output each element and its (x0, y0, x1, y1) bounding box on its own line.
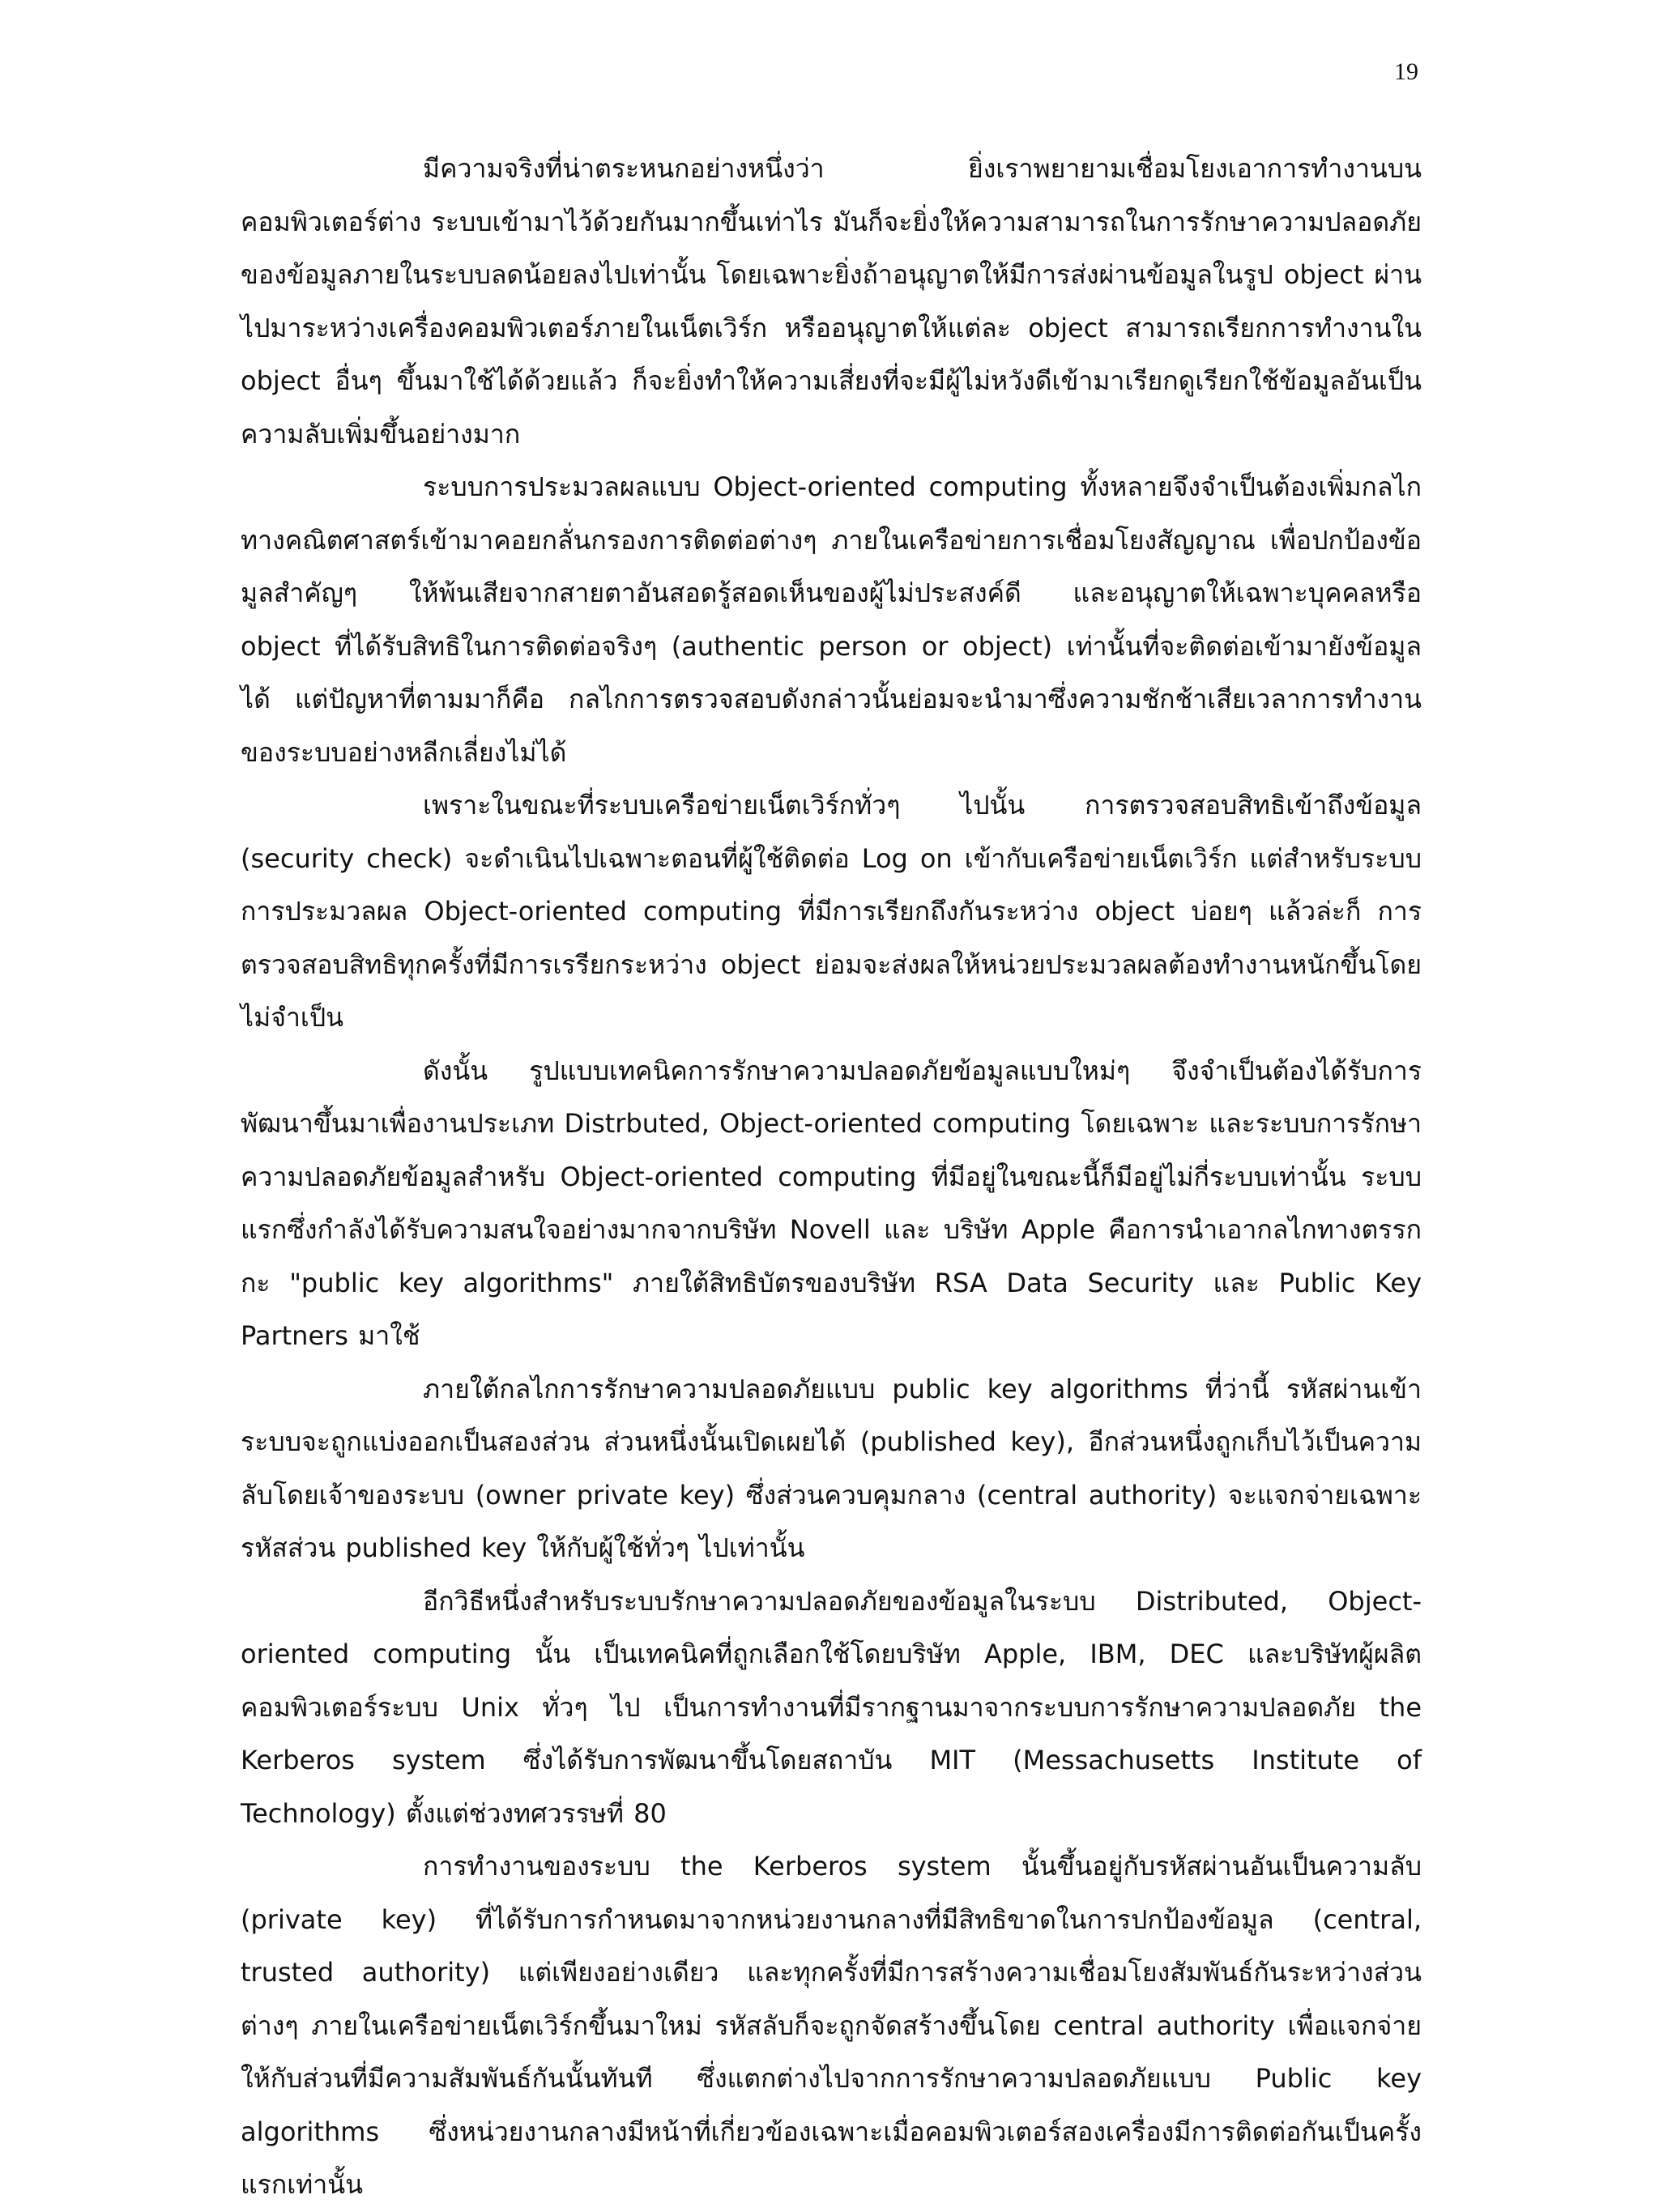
paragraph-kerberos-intro: อีกวิธีหนึ่งสำหรับระบบรักษาความปลอดภัยของข้อมูลในระบบ Distributed, Object-oriented computing นั้น เป็นเทคนิคที่ถูกเลือกใช้โดยบริษัท Apple, IBM, DEC และบริษัทผู้ผลิตคอมพิวเตอร์ระบบ Unix ทั่วๆ ไป เป็นการทำงานที่มีรากฐานมาจากระบบการรักษาความปลอดภัย the Kerberos system ซึ่งได้รับการพัฒนาขึ้นโดยสถาบัน MIT (Messachusetts Institute of Technology) ตั้งแต่ช่วงทศวรรษที่ 80 (241, 1585, 1422, 1829)
paragraph-public-key-detail: ภายใต้กลไกการรักษาความปลอดภัยแบบ public key algorithms ที่ว่านี้ รหัสผ่านเข้าระบบจะถูกแบ่งออกเป็นสองส่วน ส่วนหนึ่งนั้นเปิดเผยได้ (published key), อีกส่วนหนึ่งถูกเก็บไว้เป็นความลับโดยเจ้าของระบบ (owner private key) ซึ่งส่วนควบคุมกลาง (central authority) จะแจกจ่ายเฉพาะรหัสส่วน published key ให้กับผู้ใช้ทั่วๆ ไปเท่านั้น (241, 1373, 1422, 1563)
paragraph-kerberos-detail: การทำงานของระบบ the Kerberos system นั้นขึ้นอยู่กับรหัสผ่านอันเป็นความลับ (private key) ที่ได้รับการกำหนดมาจากหน่วยงานกลางที่มีสิทธิขาดในการปกป้องข้อมูล (central, trusted authority) แต่เพียงอย่างเดียว และทุกครั้งที่มีการสร้างความเชื่อมโยงสัมพันธ์กันระหว่างส่วนต่างๆ ภายในเครือข่ายเน็ตเวิร์กขึ้นมาใหม่ รหัสลับก็จะถูกจัดสร้างขึ้นโดย central authority เพื่อแจกจ่ายให้กับส่วนที่มีความสัมพันธ์กันนั้นทันที ซึ่งแตกต่างไปจากการรักษาความปลอดภัยแบบ Public key algorithms ซึ่งหน่วยงานกลางมีหน้าที่เกี่ยวข้องเฉพาะเมื่อคอมพิวเตอร์สองเครื่องมีการติดต่อกันเป็นครั้งแรกเท่านั้น (241, 1851, 1422, 2200)
paragraph-security-risk: มีความจริงที่น่าตระหนกอย่างหนึ่งว่า ยิ่งเราพยายามเชื่อมโยงเอาการทำงานบนคอมพิวเตอร์ต่าง ระบบเข้ามาไว้ด้วยกันมากขึ้นเท่าไร มันก็จะยิ่งให้ความสามารถในการรักษาความปลอดภัยของข้อมูลภายในระบบลดน้อยลงไปเท่านั้น โดยเฉพาะยิ่งถ้าอนุญาตให้มีการส่งผ่านข้อมูลในรูป object ผ่านไปมาระหว่างเครื่องคอมพิวเตอร์ภายในเน็ตเวิร์ก หรืออนุญาตให้แต่ละ object สามารถเรียกการทำงานใน object อื่นๆ ขึ้นมาใช้ได้ด้วยแล้ว ก็จะยิ่งทำให้ความเสี่ยงที่จะมีผู้ไม่หวังดีเข้ามาเรียกดูเรียกใช้ข้อมูลอันเป็นความลับเพิ่มขึ้นอย่างมาก (241, 153, 1422, 450)
paragraph-security-check: เพราะในขณะที่ระบบเครือข่ายเน็ตเวิร์กทั่วๆ ไปนั้น การตรวจสอบสิทธิเข้าถึงข้อมูล (security check) จะดำเนินไปเฉพาะตอนที่ผู้ใช้ติดต่อ Log on เข้ากับเครือข่ายเน็ตเวิร์ก แต่สำหรับระบบการประมวลผล Object-oriented computing ที่มีการเรียกถึงกันระหว่าง object บ่อยๆ แล้วล่ะก็ การตรวจสอบสิทธิทุกครั้งที่มีการเรรียกระหว่าง object ย่อมจะส่งผลให้หน่วยประมวลผลต้องทำงานหนักขึ้นโดยไม่จำเป็น (241, 790, 1422, 1033)
paragraph-public-key-intro: ดังนั้น รูปแบบเทคนิคการรักษาความปลอดภัยข้อมูลแบบใหม่ๆ จึงจำเป็นต้องได้รับการพัฒนาขึ้นมาเพื่องานประเภท Distrbuted, Object-oriented computing โดยเฉพาะ และระบบการรักษาความปลอดภัยข้อมูลสำหรับ Object-oriented computing ที่มีอยู่ในขณะนี้ก็มีอยู่ไม่กี่ระบบเท่านั้น ระบบแรกซึ่งกำลังได้รับความสนใจอย่างมากจากบริษัท Novell และ บริษัท Apple คือการนำเอากลไกทางตรรกกะ "public key algorithms" ภายใต้สิทธิบัตรของบริษัท RSA Data Security และ Public Key Partners มาใช้ (241, 1055, 1422, 1351)
body-text (241, 143, 1422, 2212)
page-number: 19 (1394, 58, 1418, 85)
paragraph-math-mechanism: ระบบการประมวลผลแบบ Object-oriented computing ทั้งหลายจึงจำเป็นต้องเพิ่มกลไกทางคณิตศาสตร์เข้ามาคอยกลั่นกรองการติดต่อต่างๆ ภายในเครือข่ายการเชื่อมโยงสัญญาณ เพื่อปกป้องข้อมูลสำคัญๆ ให้พ้นเสียจากสายตาอันสอดรู้สอดเห็นของผู้ไม่ประสงค์ดี และอนุญาตให้เฉพาะบุคคลหรือ object ที่ได้รับสิทธิในการติดต่อจริงๆ (authentic person or object) เท่านั้นที่จะติดต่อเข้ามายังข้อมูลได้ แต่ปัญหาที่ตามมาก็คือ กลไกการตรวจสอบดังกล่าวนั้นย่อมจะนำมาซึ่งความชักช้าเสียเวลาการทำงานของระบบอย่างหลีกเลี่ยงไม่ได้ (241, 471, 1422, 768)
